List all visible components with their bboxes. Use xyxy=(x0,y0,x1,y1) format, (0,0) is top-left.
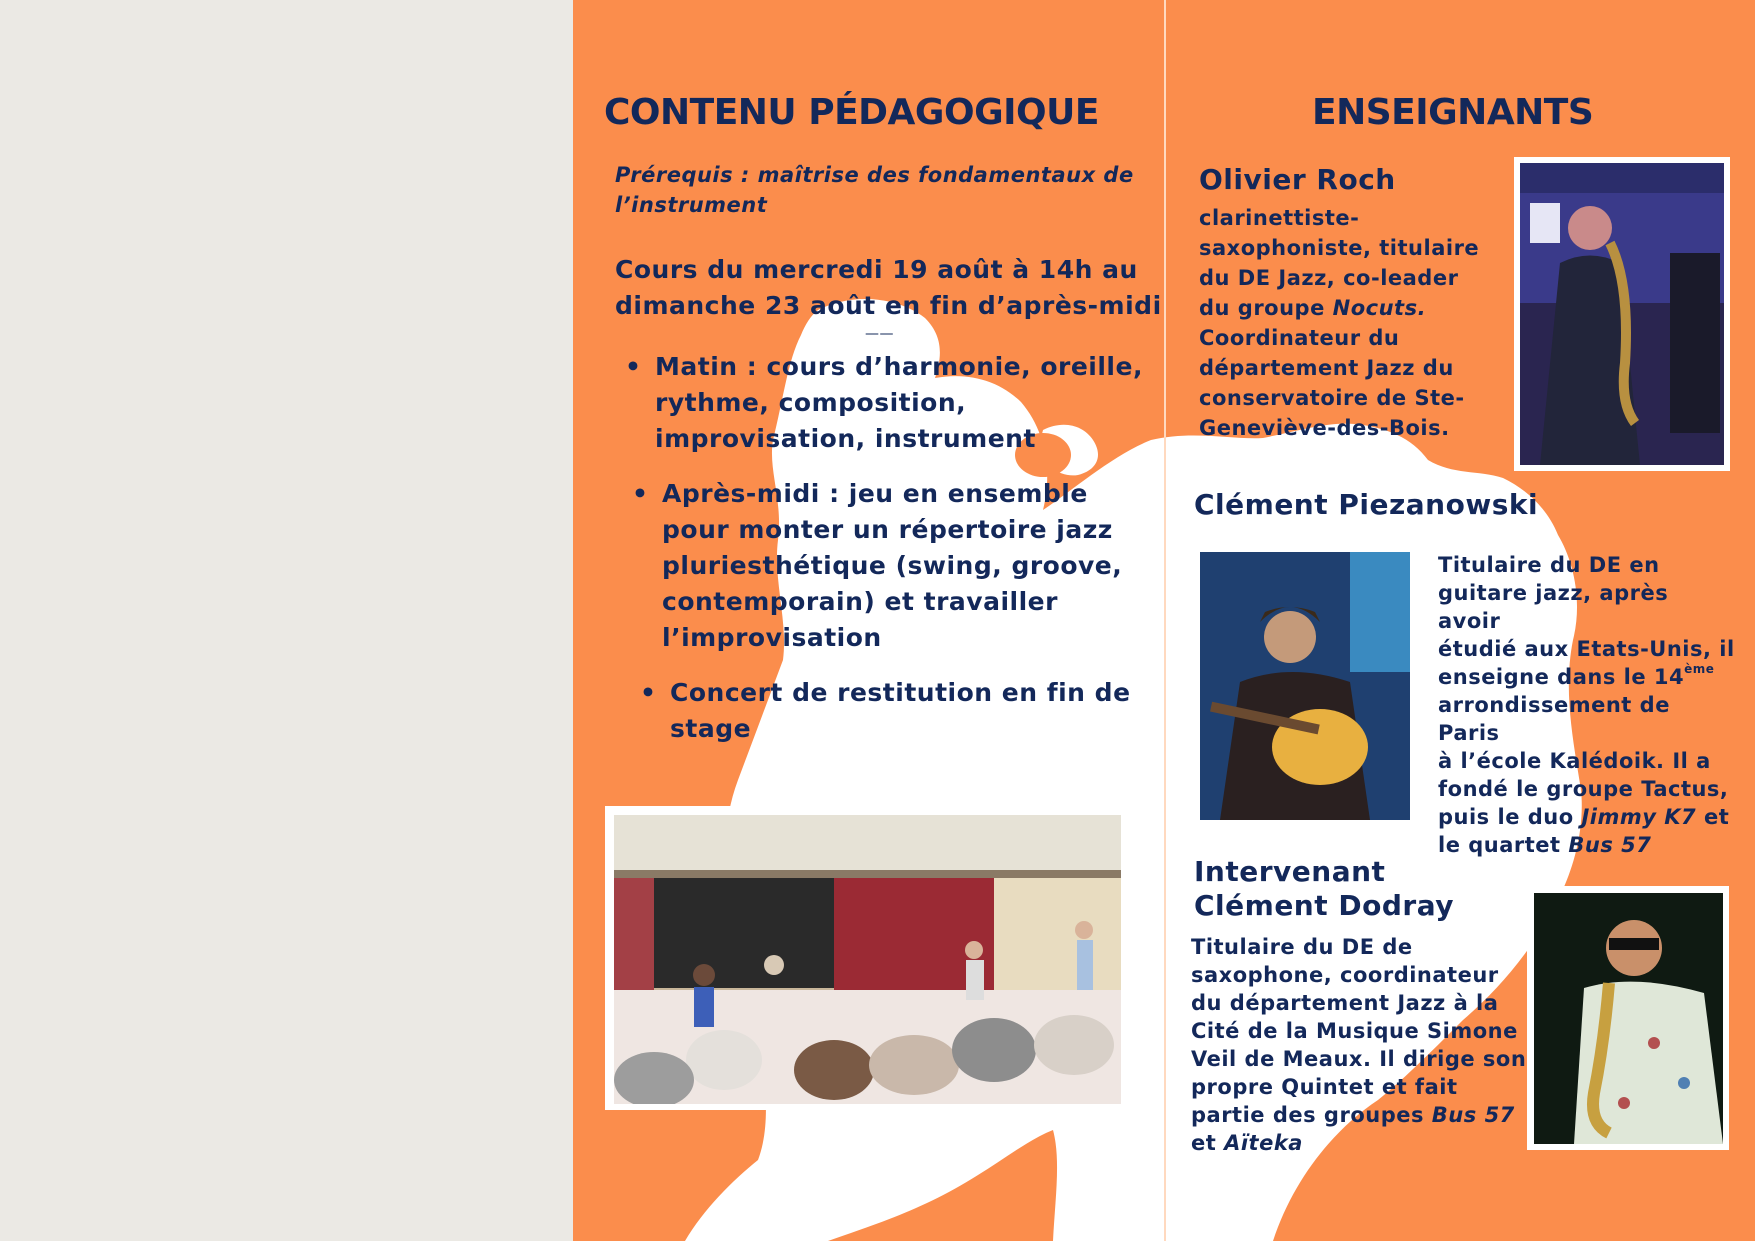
bullet-marker: • xyxy=(640,678,657,707)
bio-text: partie des groupes xyxy=(1191,1103,1432,1127)
teacher3-name: Clément Dodray xyxy=(1194,889,1454,922)
group-name: Bus 57 xyxy=(1568,833,1652,857)
bio-line xyxy=(1438,663,1738,691)
concert-scene-image xyxy=(614,815,1121,1104)
bio-line xyxy=(1191,1129,1531,1157)
guitarist-image xyxy=(1200,552,1410,820)
teacher1-bio xyxy=(1199,203,1499,443)
superscript: ème xyxy=(1684,662,1715,676)
teacher3-heading xyxy=(1194,855,1454,923)
bio-line xyxy=(1438,831,1738,859)
group-name: Bus 57 xyxy=(1431,1103,1515,1127)
bio-line: du département Jazz à la xyxy=(1191,991,1499,1015)
bio-text: du groupe xyxy=(1199,296,1333,320)
dates-line-2: dimanche 23 août en fin d’après-midi xyxy=(615,291,1162,320)
bio-line xyxy=(1191,1101,1531,1129)
bullet-marker: • xyxy=(632,479,649,508)
bio-line: Veil de Meaux. Il dirige son xyxy=(1191,1047,1527,1071)
separator-dash: —— xyxy=(865,326,894,342)
bullet-afternoon xyxy=(632,476,1172,656)
saxophonist-image xyxy=(1520,163,1724,465)
bio-line: Cité de la Musique Simone xyxy=(1191,1019,1518,1043)
bio-line: fondé le groupe Tactus, xyxy=(1438,777,1729,801)
bio-line: arrondissement de Paris xyxy=(1438,693,1670,745)
blank-left-panel xyxy=(0,0,573,1241)
bio-line xyxy=(1199,293,1499,323)
bio-text: . xyxy=(1417,296,1427,320)
bio-line: conservatoire de Ste- xyxy=(1199,386,1465,410)
bullet-line: Matin : cours d’harmonie, oreille, xyxy=(655,352,1143,381)
teacher1-photo xyxy=(1520,163,1724,465)
bio-line: Geneviève-des-Bois. xyxy=(1199,416,1450,440)
course-dates xyxy=(615,252,1175,324)
bullet-line: rythme, composition, xyxy=(655,388,967,417)
bio-text: puis le duo xyxy=(1438,805,1582,829)
bio-line: saxophone, coordinateur xyxy=(1191,963,1499,987)
prerequisites-text: Prérequis : maîtrise des fondamentaux de l’instrument xyxy=(615,163,1134,217)
bio-text: et xyxy=(1696,805,1730,829)
bio-text: et xyxy=(1191,1131,1225,1155)
bullet-line: stage xyxy=(670,714,752,743)
bio-line: saxophoniste, titulaire xyxy=(1199,236,1480,260)
bio-line: étudié aux Etats-Unis, il xyxy=(1438,637,1735,661)
bio-line: du DE Jazz, co-leader xyxy=(1199,266,1459,290)
bio-line: clarinettiste- xyxy=(1199,206,1360,230)
bullet-morning xyxy=(625,349,1175,457)
bio-line: propre Quintet et fait xyxy=(1191,1075,1458,1099)
teacher1-name: Olivier Roch xyxy=(1199,163,1396,196)
teacher2-photo xyxy=(1200,552,1410,820)
contenu-pedagogique-title: CONTENU PÉDAGOGIQUE xyxy=(604,92,1099,133)
teacher2-name: Clément Piezanowski xyxy=(1194,488,1539,521)
bullet-marker: • xyxy=(625,352,642,381)
bullet-line: pour monter un répertoire jazz xyxy=(662,515,1113,544)
teacher3-bio xyxy=(1191,933,1531,1157)
bullet-line: improvisation, instrument xyxy=(655,424,1036,453)
bio-line: département Jazz du xyxy=(1199,356,1454,380)
bio-line xyxy=(1438,803,1738,831)
bullet-line: contemporain) et travailler xyxy=(662,587,1058,616)
bio-line: à l’école Kalédoik. Il a xyxy=(1438,749,1711,773)
bullet-line: l’improvisation xyxy=(662,623,882,652)
bullet-concert xyxy=(640,675,1170,747)
bio-line: Titulaire du DE de xyxy=(1191,935,1413,959)
bio-text: enseigne dans le 14 xyxy=(1438,665,1685,689)
teacher3-photo xyxy=(1534,893,1723,1144)
group-name: Aïteka xyxy=(1224,1131,1303,1155)
bullet-line: Concert de restitution en fin de xyxy=(670,678,1131,707)
saxophonist-image xyxy=(1534,893,1723,1144)
concert-photo xyxy=(614,815,1121,1104)
bio-line: guitare jazz, après avoir xyxy=(1438,581,1669,633)
bullet-line: Après-midi : jeu en ensemble xyxy=(662,479,1088,508)
teacher3-role: Intervenant xyxy=(1194,855,1386,888)
group-name: Nocuts xyxy=(1332,296,1418,320)
enseignants-title: ENSEIGNANTS xyxy=(1312,92,1594,133)
teacher2-bio xyxy=(1438,551,1738,859)
bio-line: Coordinateur du xyxy=(1199,326,1400,350)
bio-line: Titulaire du DE en xyxy=(1438,553,1660,577)
dates-line-1: Cours du mercredi 19 août à 14h au xyxy=(615,255,1138,284)
bio-text: le quartet xyxy=(1438,833,1569,857)
bullet-line: pluriesthétique (swing, groove, xyxy=(662,551,1123,580)
group-name: Jimmy K7 xyxy=(1581,805,1697,829)
